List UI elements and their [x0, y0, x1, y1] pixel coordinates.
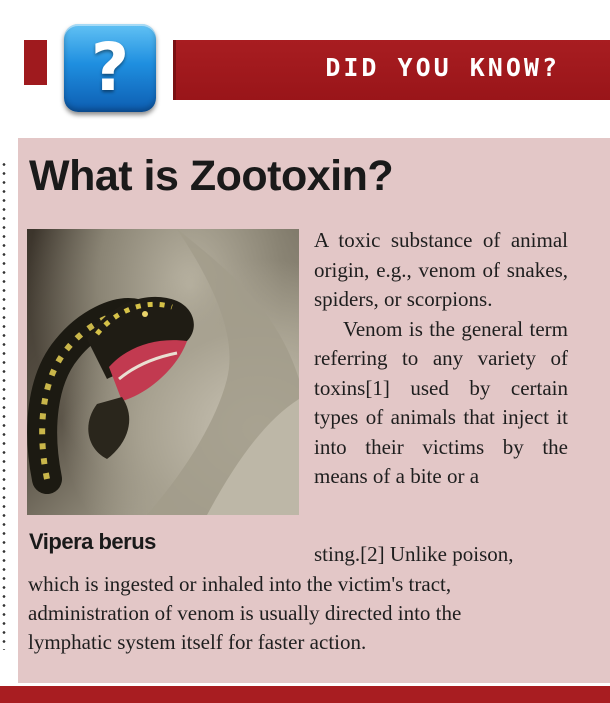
- question-mark-glyph: ?: [90, 29, 130, 106]
- question-mark-icon: [64, 24, 156, 112]
- dotted-margin-rule: [2, 160, 6, 650]
- header: [0, 0, 610, 122]
- header-red-stub: [24, 40, 47, 85]
- text-line-administration: administration of venom is usually directed into the: [28, 601, 462, 625]
- did-you-know-banner: [173, 40, 610, 100]
- banner-label: DID YOU KNOW?: [325, 53, 560, 82]
- article-title: What is Zootoxin?: [29, 152, 394, 200]
- footer-red-rule: [0, 686, 610, 703]
- paragraph-definition: A toxic substance of animal origin, e.g., venom of snakes, spiders, or scorpions.: [314, 228, 568, 311]
- image-caption: Vipera berus: [29, 529, 156, 554]
- viper-photo: [27, 229, 299, 515]
- viper-illustration: [27, 229, 299, 515]
- paragraph-venom: Venom is the general term referring to any variety of toxins[1] used by certain types of animals that inject it into their victims by the means of a bite or a: [314, 316, 568, 488]
- text-line-ingested: which is ingested or inhaled into the victim's tract,: [28, 572, 452, 596]
- text-line-lymphatic: lymphatic system itself for faster action.: [28, 630, 367, 654]
- text-column: [314, 226, 568, 492]
- text-line-sting: sting.[2] Unlike poison,: [314, 542, 514, 566]
